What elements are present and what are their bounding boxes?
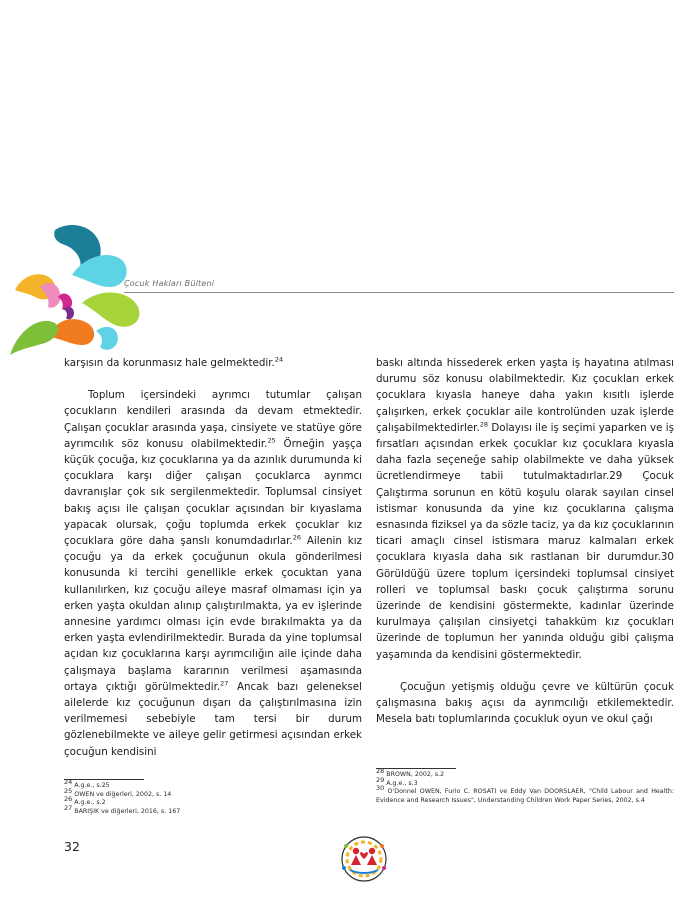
header-rule <box>124 292 674 293</box>
footnote-ref: 25 <box>267 436 276 445</box>
left-column <box>64 355 362 760</box>
footnote-ref: 27 <box>220 679 229 688</box>
footnote-rule <box>376 768 456 769</box>
header-title: Çocuk Hakları Bülteni <box>124 279 215 288</box>
footnote-rule <box>64 779 144 780</box>
colorful-droplet-flower-icon <box>0 215 170 375</box>
footnote: $^{30}$ O'Donnel OWEN, Furio C. ROSATI ve Eddy Van DOORSLAER, "Child Labour and Health: Evidence and Research Issues", Understanding Children Work Paper Series, 2002, s.4 <box>376 784 674 805</box>
footnote-ref: 24 <box>274 355 284 364</box>
footnote: $^{27}$ BARIŞIK ve diğerleri, 2016, s. 167 <box>64 804 181 816</box>
paragraph: karşısın da korunmasız hale gelmektedir.$^{24}$ <box>64 355 284 369</box>
footnote-ref: 28 <box>479 420 488 429</box>
paragraph: baskı altında hissederek erken yaşta iş hayatına atılması durumu söz konusu olabilmektedir. Kız çocukları erkek çocuklara kıyasla haneye daha yakın kısıtlı işlerde çalışırken, erkek çocuklar aile kontrolünden uzak işlerde çalışabilmektedirler.$^{28}$ Dolayısı ile iş seçimi yaparken ve iş fırsatları açısından erkek çocuklar kız çocuklara kıyasla daha fazla seçeneğe sahip olabilmekte ve daha yüksek ücretlendirmeye tabii tutulmaktadırlar.29 Çocuk Çalıştırma sorunun en kötü koşulu olarak sayılan cinsel istismar konusunda da yine kız çocuklarına çalışma esnasında fiziksel ya da sözle taciz, ya da kız çocuklarının ticari amaçlı cinsel istismara maruz kalmaları erkek çocuklara kıyasla daha sık rastlanan bir durumdur.30 Görüldüğü üzere toplum içersindeki toplumsal cinsiyet rolleri ve toplumsal baskı çocuk çalıştırma sorunu üzerinde de kendisini göstermekte, kadınlar üzerinde kurulmaya çalışılan cinsiyetçi tahakküm kız çocukları üzerinde de toplumun her yanında olduğu gibi çalışma yaşamında da kendisini göstermektedir. <box>376 357 674 661</box>
children-rights-emblem-icon <box>334 832 394 886</box>
page-number: 32 <box>64 839 80 854</box>
footnotes-left <box>64 778 362 817</box>
footnote: $^{29}$ A.g.e., s.3 <box>376 775 418 787</box>
footnote: $^{28}$ BROWN, 2002, s.2 <box>376 767 445 779</box>
footnote: $^{26}$ A.g.e., s.2 <box>64 795 106 807</box>
right-column <box>376 355 674 727</box>
footnote: $^{25}$ OWEN ve diğerleri, 2002, s. 14 <box>64 786 172 798</box>
footnote: $^{24}$ A.g.e., s.25 <box>64 778 110 790</box>
paragraph: Çocuğun yetişmiş olduğu çevre ve kültürün çocuk çalışmasına bakış açısı da ayrımcılığı etkilemektedir. Mesela batı toplumlarında çocukluk oyun ve okul çağı <box>376 680 674 726</box>
paragraph: Toplum içersindeki ayrımcı tutumlar çalışan çocukların kendileri arasında da devam etmektedir. Çalışan çocuklar arasında yaşa, cinsiyete ve statüye göre ayrımcılık söz konusu olabilmektedir.$^{25}$ Örneğin yaşça küçük çocuğa, kız çocuklarına ya da azınlık durumunda ki çocuklara karşı diğer çalışan çocuklarca ayrımcı davranışlar çok sık sergilenmektedir. Toplumsal cinsiyet bakış açısı ile çalışan çocuklar açısından bir kıyaslama yapacak olursak, çoğu toplumda erkek çocuklar kız çocuklara göre daha şanslı konumdadırlar.$^{26}$ Ailenin kız çocuğu ya da erkek çocuğunun okula gönderilmesi konusunda ki tercihi genellikle erkek çocuktan yana kullanılırken, kız çocuğu aileye masraf olmaması için ya erken yaşta okuldan alınıp çalıştırılmakta, ya ev işlerinde annesine yardımcı olması için evde bırakılmakta ya da erken yaşta evlendirilmektedir. Burada da yine toplumsal açıdan kız çocuklarına karşı ayrımcılığın aile içinde daha çalışmaya başlama kararının verilmesi aşamasında ortaya çıktığı görülmektedir.$^{27}$ Ancak bazı geleneksel ailelerde kız çocuğunun dışarı da çalıştırılmasına izin verilmemesi sebebiyle tam tersi bir durum gözlenebilmekte ve aileye gelir getirmesi açısından erkek çocuğun kendisini <box>64 389 362 758</box>
footnote-ref: 26 <box>292 533 301 542</box>
footnotes-right <box>376 767 674 806</box>
